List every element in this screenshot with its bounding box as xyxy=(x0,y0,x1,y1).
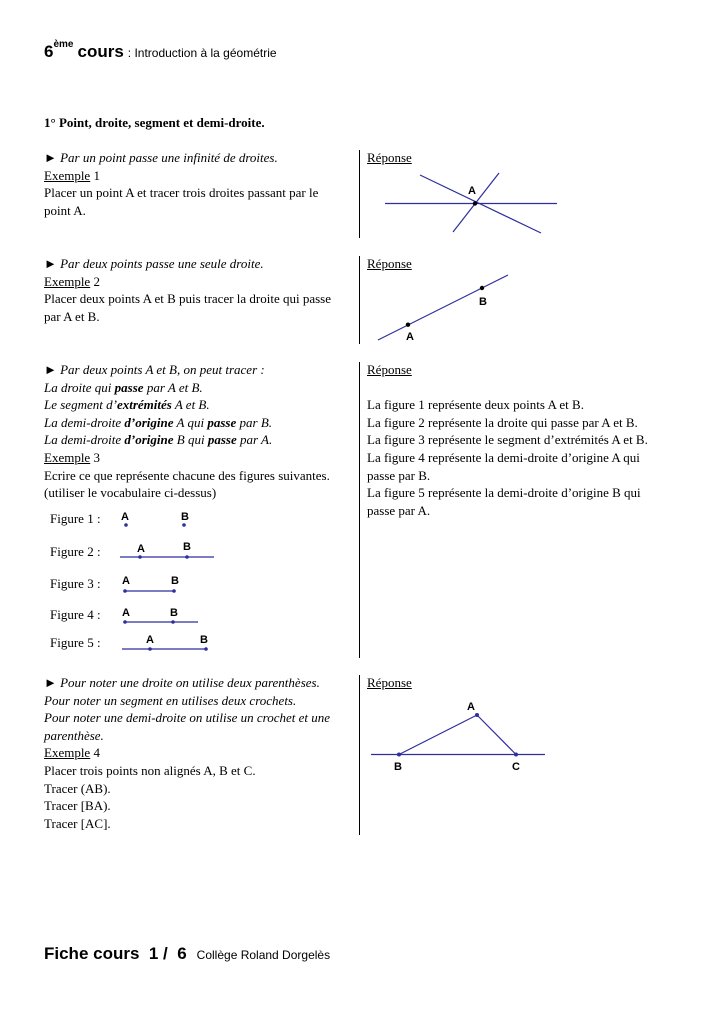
figure-5-label: Figure 5 : xyxy=(50,635,101,650)
response-label: Réponse xyxy=(367,675,412,690)
segment-AC xyxy=(477,715,516,755)
definition-line: La demi-droite d’origine A qui passe par B. xyxy=(44,414,273,430)
point-A xyxy=(123,620,127,624)
instruction-line: Tracer [BA). xyxy=(44,798,111,814)
label-B: B xyxy=(181,511,189,523)
point-A xyxy=(473,201,477,205)
label-A: A xyxy=(468,185,476,197)
answer-line: La figure 5 représente la demi-droite d’origine B qui xyxy=(367,485,641,501)
instruction-line: par A et B. xyxy=(44,308,100,324)
figure-1-two-points xyxy=(110,505,220,529)
answer-line: La figure 2 représente la droite qui passe par A et B. xyxy=(367,414,638,430)
rule-text: Pour noter une demi-droite on utilise un crochet et une xyxy=(44,710,331,726)
label-B: B xyxy=(170,607,178,619)
rule-text: ► Par deux points passe une seule droite. xyxy=(44,256,264,271)
instruction-line: point A. xyxy=(44,202,86,218)
column-divider-2 xyxy=(359,256,360,344)
figure-3-segment xyxy=(110,572,220,596)
point-B xyxy=(172,589,176,593)
rule-text: parenthèse. xyxy=(44,727,104,743)
figure-4-half-line-origin-A xyxy=(110,603,220,627)
footer-title: Fiche cours 1 / 6 xyxy=(44,944,187,963)
footer-school: Collège Roland Dorgelès xyxy=(196,948,331,962)
label-A: A xyxy=(121,511,129,523)
rule-text: ► Par un point passe une infinité de droites. xyxy=(44,150,278,165)
rule-text: ► Par deux points A et B, on peut tracer : xyxy=(44,362,265,377)
rule-text: ► Pour noter une droite on utilise deux parenthèses. xyxy=(44,675,320,690)
figure-3-label: Figure 3 : xyxy=(50,576,101,591)
label-A: A xyxy=(137,543,145,555)
point-B xyxy=(397,753,401,757)
instruction-line: Tracer (AB). xyxy=(44,780,111,796)
figure-2-line xyxy=(110,538,220,562)
instruction-line: (utiliser le vocabulaire ci-dessus) xyxy=(44,485,217,501)
example-number: 4 xyxy=(93,745,100,761)
figure-line-through-A-B xyxy=(375,272,515,344)
example-label: Exemple xyxy=(44,745,91,761)
label-A: A xyxy=(122,607,130,619)
example-number: 2 xyxy=(93,273,100,289)
label-A: A xyxy=(467,701,475,713)
answer-line: La figure 4 représente la demi-droite d’origine A qui xyxy=(367,449,640,465)
figure-triangle-ABC xyxy=(365,695,555,775)
section-title: 1° Point, droite, segment et demi-droite. xyxy=(44,115,265,130)
half-line-BA xyxy=(399,715,477,755)
label-C: C xyxy=(512,761,520,773)
label-A: A xyxy=(122,575,130,587)
block-1-left xyxy=(44,149,318,219)
label-B: B xyxy=(171,575,179,587)
response-label: Réponse xyxy=(367,150,412,165)
column-divider-4 xyxy=(359,675,360,835)
instruction-line: Tracer [AC]. xyxy=(44,815,111,831)
point-A xyxy=(123,589,127,593)
grade-suffix: ème xyxy=(53,39,74,50)
point-A xyxy=(475,713,479,717)
point-C xyxy=(514,753,518,757)
figure-2-label: Figure 2 : xyxy=(50,544,101,559)
example-label: Exemple xyxy=(44,449,91,465)
example-label: Exemple xyxy=(44,273,91,289)
page-subtitle: : Introduction à la géométrie xyxy=(127,46,277,60)
block-3-right xyxy=(367,361,648,519)
instruction-line: Placer trois points non alignés A, B et C. xyxy=(44,762,256,778)
block-4-left xyxy=(44,674,330,832)
figure-three-lines-through-A xyxy=(375,170,565,240)
figure-1-label: Figure 1 : xyxy=(50,511,101,526)
point-B xyxy=(185,555,189,559)
label-B: B xyxy=(200,634,208,646)
answer-line: La figure 3 représente le segment d’extrémités A et B. xyxy=(367,432,648,448)
point-B xyxy=(182,523,186,527)
rule-text: Pour noter un segment en utilises deux crochets. xyxy=(44,692,297,708)
instruction-line: Ecrire ce que représente chacune des figures suivantes. xyxy=(44,467,330,483)
example-label: Exemple xyxy=(44,167,91,183)
example-number: 1 xyxy=(93,167,100,183)
answer-line: passe par A. xyxy=(367,502,431,518)
label-A: A xyxy=(406,331,414,343)
response-label: Réponse xyxy=(367,256,412,271)
point-B xyxy=(204,647,208,651)
definition-line: La demi-droite d’origine B qui passe par A. xyxy=(44,432,273,448)
answer-line: passe par B. xyxy=(367,467,431,483)
grade-number: 6 xyxy=(44,42,54,61)
figure-5-half-line-origin-B xyxy=(110,630,220,654)
line-AB xyxy=(378,275,508,340)
label-B: B xyxy=(394,761,402,773)
label-B: B xyxy=(479,296,487,308)
answer-line: La figure 1 représente deux points A et B. xyxy=(367,397,584,413)
label-A: A xyxy=(146,634,154,646)
example-number: 3 xyxy=(93,449,100,465)
response-label: Réponse xyxy=(367,362,412,377)
instruction-line: Placer un point A et tracer trois droites passant par le xyxy=(44,185,319,201)
cours-word: cours xyxy=(77,42,124,61)
point-A xyxy=(124,523,128,527)
definition-line: Le segment d’extrémités A et B. xyxy=(44,397,210,413)
label-B: B xyxy=(183,541,191,553)
point-A xyxy=(138,555,142,559)
point-B xyxy=(480,286,484,290)
point-A xyxy=(148,647,152,651)
column-divider-3 xyxy=(359,362,360,658)
instruction-line: Placer deux points A et B puis tracer la droite qui passe xyxy=(44,291,332,307)
point-A xyxy=(406,323,410,327)
figure-4-label: Figure 4 : xyxy=(50,607,101,622)
column-divider-1 xyxy=(359,150,360,238)
page-header xyxy=(44,39,277,62)
block-3-left xyxy=(44,361,330,502)
block-2-left xyxy=(44,255,331,325)
point-B xyxy=(171,620,175,624)
definition-line: La droite qui passe par A et B. xyxy=(44,379,203,395)
page-footer xyxy=(44,944,330,964)
